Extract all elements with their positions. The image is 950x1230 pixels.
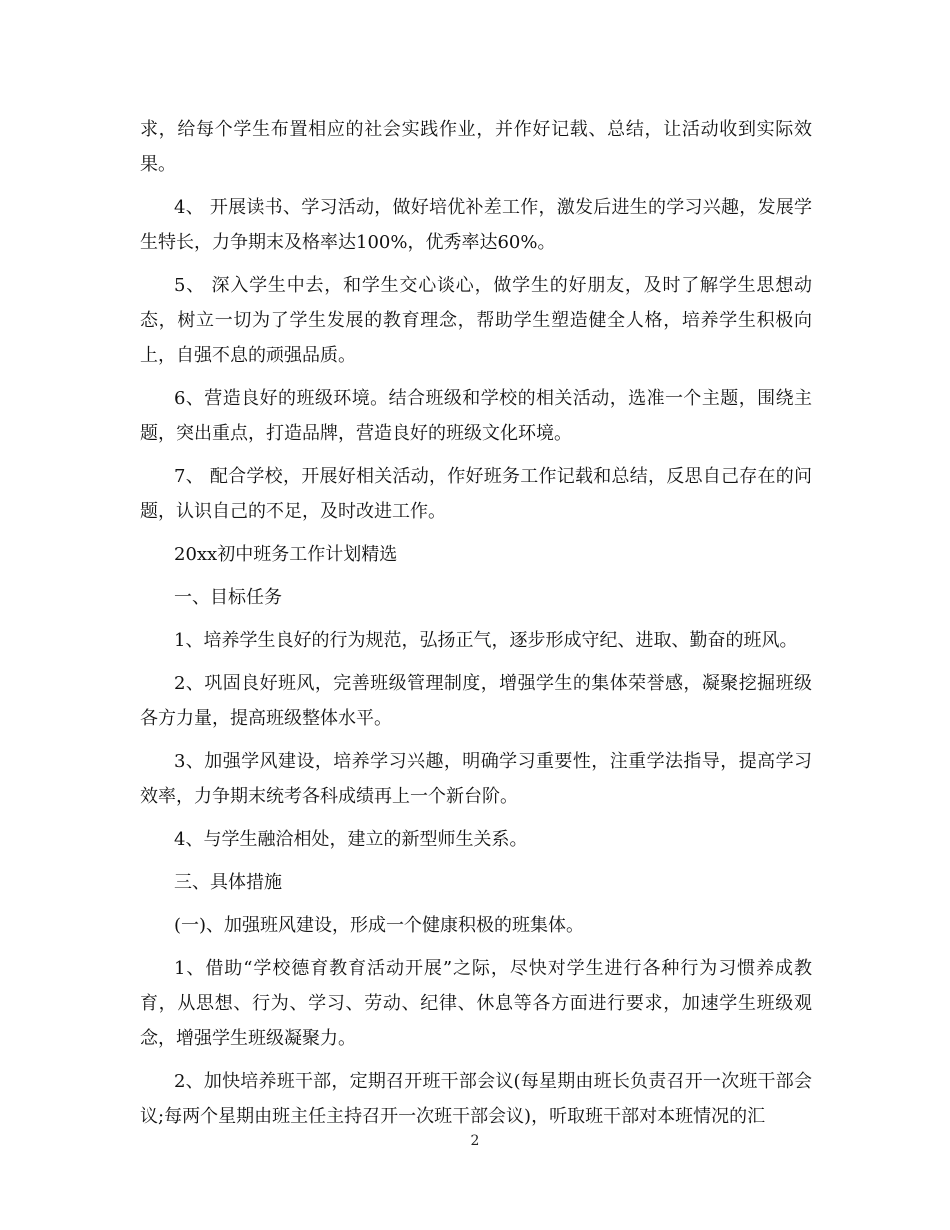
subheading-class-style: (一)、加强班风建设，形成一个健康积极的班集体。 (174, 915, 585, 936)
paragraph-4: 6、营造良好的班级环境。结合班级和学校的相关活动，选准一个主题，围绕主题，突出重点，打造品牌，营造良好的班级文化环境。 (140, 388, 812, 444)
paragraph-2: 4、 开展读书、学习活动，做好培优补差工作，激发后进生的学习兴趣，发展学生特长，力争期末及格率达100%，优秀率达60%。 (140, 197, 812, 253)
paragraph-goal-2: 2、巩固良好班风，完善班级管理制度，增强学生的集体荣誉感，凝聚挖掘班级各方力量，提高班级整体水平。 (140, 673, 812, 729)
section-title: 20xx初中班务工作计划精选 (174, 544, 398, 565)
heading-goals: 一、目标任务 (174, 587, 282, 608)
paragraph-goal-3: 3、加强学风建设，培养学习兴趣，明确学习重要性，注重学法指导，提高学习效率，力争期末统考各科成绩再上一个新台阶。 (140, 751, 812, 807)
paragraph-measure-1: 1、借助“学校德育教育活动开展”之际，尽快对学生进行各种行为习惯养成教育，从思想、行为、学习、劳动、纪律、休息等各方面进行要求，加速学生班级观念，增强学生班级凝聚力。 (140, 958, 812, 1049)
paragraph-measure-2: 2、加快培养班干部，定期召开班干部会议(每星期由班长负责召开一次班干部会议;每两个星期由班主任主持召开一次班干部会议)，听取班干部对本班情况的汇 (140, 1071, 812, 1127)
document-body (140, 112, 812, 1142)
paragraph-5: 7、 配合学校，开展好相关活动，作好班务工作记载和总结，反思自己存在的问题，认识自己的不足，及时改进工作。 (140, 466, 812, 522)
paragraph-goal-1: 1、培养学生良好的行为规范，弘扬正气，逐步形成守纪、进取、勤奋的班风。 (174, 630, 798, 651)
paragraph-goal-4: 4、与学生融洽相处，建立的新型师生关系。 (174, 829, 528, 850)
heading-measures: 三、具体措施 (174, 872, 282, 893)
paragraph-3: 5、 深入学生中去，和学生交心谈心，做学生的好朋友，及时了解学生思想动态，树立一切为了学生发展的教育理念，帮助学生塑造健全人格，培养学生积极向上，自强不息的顽强品质。 (140, 275, 812, 366)
page-number: 2 (470, 1133, 480, 1149)
paragraph-1: 求，给每个学生布置相应的社会实践作业，并作好记载、总结，让活动收到实际效果。 (140, 119, 812, 175)
